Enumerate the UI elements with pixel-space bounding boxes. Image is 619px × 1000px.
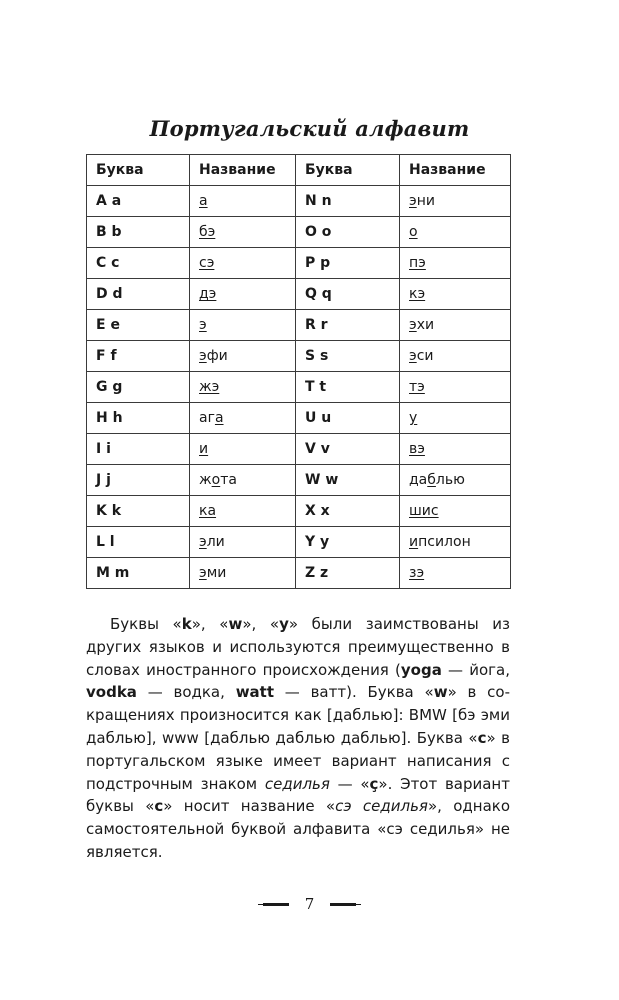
letter: J j bbox=[87, 465, 190, 496]
stressed-syllable: э bbox=[409, 193, 417, 209]
letter: N n bbox=[296, 186, 400, 217]
table-row bbox=[87, 434, 511, 465]
letter: K k bbox=[87, 496, 190, 527]
stressed-syllable: у bbox=[409, 410, 418, 426]
letter: X x bbox=[296, 496, 400, 527]
letter: W w bbox=[296, 465, 400, 496]
right-ornament bbox=[330, 903, 361, 906]
table-row bbox=[87, 279, 511, 310]
header-name: Название bbox=[400, 155, 511, 186]
letter: S s bbox=[296, 341, 400, 372]
table-row bbox=[87, 403, 511, 434]
stressed-syllable: и bbox=[409, 534, 419, 550]
text-run: — ватт). Буква « bbox=[274, 683, 434, 702]
stressed-syllable: тэ bbox=[409, 379, 425, 395]
letter-name bbox=[190, 434, 296, 465]
text-run: — йога, bbox=[441, 660, 510, 679]
letter-name bbox=[190, 341, 296, 372]
paragraph-text bbox=[86, 613, 510, 864]
letter: Q q bbox=[296, 279, 400, 310]
text-run: », « bbox=[191, 615, 229, 633]
letter-name bbox=[400, 434, 511, 465]
name-part: ни bbox=[416, 193, 435, 209]
letter: L l bbox=[87, 527, 190, 558]
name-part: хи bbox=[416, 317, 435, 333]
bold-run: c bbox=[154, 797, 164, 816]
page-number: 7 bbox=[304, 895, 315, 913]
stressed-syllable: э bbox=[199, 565, 207, 581]
stressed-syllable: бэ bbox=[199, 224, 216, 240]
page-title: Португальский алфавит bbox=[149, 116, 470, 141]
text-run: ». Этот вариант буквы « bbox=[86, 774, 510, 816]
stressed-syllable: пэ bbox=[409, 255, 426, 271]
letter: V v bbox=[296, 434, 400, 465]
letter-name bbox=[400, 527, 511, 558]
text-run: » были заимствованы из других языков и используются преимущественно в словах иностранного происхождения ( bbox=[86, 615, 511, 679]
table-row bbox=[87, 217, 511, 248]
letter-name bbox=[400, 186, 511, 217]
name-part: псилон bbox=[418, 534, 471, 550]
bold-run: vodka bbox=[86, 683, 137, 702]
stressed-syllable: б bbox=[427, 472, 436, 488]
table-row bbox=[87, 341, 511, 372]
bold-run: c bbox=[477, 728, 487, 747]
letter-name bbox=[400, 465, 511, 496]
stressed-syllable: шис bbox=[409, 503, 439, 519]
table-row bbox=[87, 186, 511, 217]
bold-run: watt bbox=[235, 683, 275, 702]
table-row bbox=[87, 372, 511, 403]
letter: P p bbox=[296, 248, 400, 279]
letter: D d bbox=[87, 279, 190, 310]
text-run: Буквы « bbox=[110, 615, 182, 633]
letter: U u bbox=[296, 403, 400, 434]
italic-run: седилья bbox=[264, 774, 330, 793]
letter: B b bbox=[87, 217, 190, 248]
header-name: Название bbox=[190, 155, 296, 186]
text-run: » в португальском языке имеет вариант написания с подстрочным знаком bbox=[86, 728, 510, 793]
header-letter: Буква bbox=[296, 155, 400, 186]
letter-name bbox=[190, 248, 296, 279]
name-part: да bbox=[409, 472, 428, 488]
letter-name bbox=[400, 558, 511, 589]
letter: C c bbox=[87, 248, 190, 279]
letter-name bbox=[190, 372, 296, 403]
left-ornament bbox=[258, 903, 289, 906]
italic-run: сэ седилья bbox=[335, 797, 428, 816]
name-part: ж bbox=[199, 472, 212, 488]
stressed-syllable: э bbox=[199, 534, 207, 550]
text-run: », « bbox=[242, 615, 280, 633]
text-run: — водка, bbox=[136, 683, 236, 702]
stressed-syllable: зэ bbox=[409, 565, 425, 581]
letter-name bbox=[400, 310, 511, 341]
table-row bbox=[87, 527, 511, 558]
name-part: лью bbox=[435, 472, 465, 488]
letter-name bbox=[400, 248, 511, 279]
letter: I i bbox=[87, 434, 190, 465]
letter-name bbox=[190, 527, 296, 558]
letter-name bbox=[400, 403, 511, 434]
alphabet-table bbox=[86, 154, 511, 589]
text-run: » носит название « bbox=[163, 797, 336, 816]
letter-name bbox=[190, 217, 296, 248]
stressed-syllable: дэ bbox=[199, 286, 217, 302]
letter-name bbox=[190, 403, 296, 434]
name-part: аг bbox=[199, 410, 215, 426]
table-row bbox=[87, 248, 511, 279]
letter: M m bbox=[87, 558, 190, 589]
name-part: фи bbox=[206, 348, 228, 364]
table-header-row bbox=[87, 155, 511, 186]
text-run: », однако самостоятельной буквой алфавита «сэ седилья» не является. bbox=[86, 797, 511, 861]
letter-name bbox=[190, 558, 296, 589]
name-part: си bbox=[416, 348, 434, 364]
stressed-syllable: кэ bbox=[409, 286, 426, 302]
letter: R r bbox=[296, 310, 400, 341]
table-row bbox=[87, 465, 511, 496]
letter-name bbox=[400, 372, 511, 403]
letter: E e bbox=[87, 310, 190, 341]
body-paragraph bbox=[86, 613, 510, 864]
text-run: » в сокращениях произносится как [даблью]: BMW [бэ эми даблью], www [даблью даблью даблью]. Буква « bbox=[86, 683, 511, 747]
stressed-syllable: э bbox=[409, 348, 417, 364]
letter: F f bbox=[87, 341, 190, 372]
stressed-syllable: а bbox=[199, 193, 208, 209]
bold-run: y bbox=[279, 615, 289, 633]
stressed-syllable: жэ bbox=[199, 379, 220, 395]
letter-name bbox=[190, 465, 296, 496]
page-footer bbox=[0, 895, 619, 913]
name-part: та bbox=[220, 472, 237, 488]
letter-name bbox=[400, 279, 511, 310]
stressed-syllable: а bbox=[214, 410, 224, 426]
letter-name bbox=[190, 496, 296, 527]
letter: Y y bbox=[296, 527, 400, 558]
stressed-syllable: о bbox=[409, 224, 418, 240]
name-part: ми bbox=[206, 565, 227, 581]
letter-name bbox=[190, 310, 296, 341]
stressed-syllable: сэ bbox=[199, 255, 215, 271]
letter-name bbox=[400, 496, 511, 527]
letter-name bbox=[190, 279, 296, 310]
letter: A a bbox=[87, 186, 190, 217]
stressed-syllable: о bbox=[211, 472, 221, 488]
stressed-syllable: э bbox=[199, 348, 207, 364]
stressed-syllable: э bbox=[409, 317, 417, 333]
header-letter: Буква bbox=[87, 155, 190, 186]
table-row bbox=[87, 496, 511, 527]
bold-run: w bbox=[433, 683, 448, 702]
letter: H h bbox=[87, 403, 190, 434]
bold-run: w bbox=[228, 615, 243, 633]
text-run: — « bbox=[329, 774, 370, 793]
stressed-syllable: ка bbox=[199, 503, 217, 519]
letter: T t bbox=[296, 372, 400, 403]
stressed-syllable: и bbox=[199, 441, 209, 457]
bold-run: ç bbox=[369, 774, 379, 793]
letter-name bbox=[190, 186, 296, 217]
stressed-syllable: э bbox=[199, 317, 207, 333]
table-row bbox=[87, 558, 511, 589]
letter-name bbox=[400, 217, 511, 248]
letter: O o bbox=[296, 217, 400, 248]
bold-run: yoga bbox=[400, 660, 442, 679]
name-part: ли bbox=[206, 534, 225, 550]
letter: Z z bbox=[296, 558, 400, 589]
letter-name bbox=[400, 341, 511, 372]
stressed-syllable: вэ bbox=[409, 441, 425, 457]
letter: G g bbox=[87, 372, 190, 403]
bold-run: k bbox=[181, 615, 192, 633]
table-row bbox=[87, 310, 511, 341]
